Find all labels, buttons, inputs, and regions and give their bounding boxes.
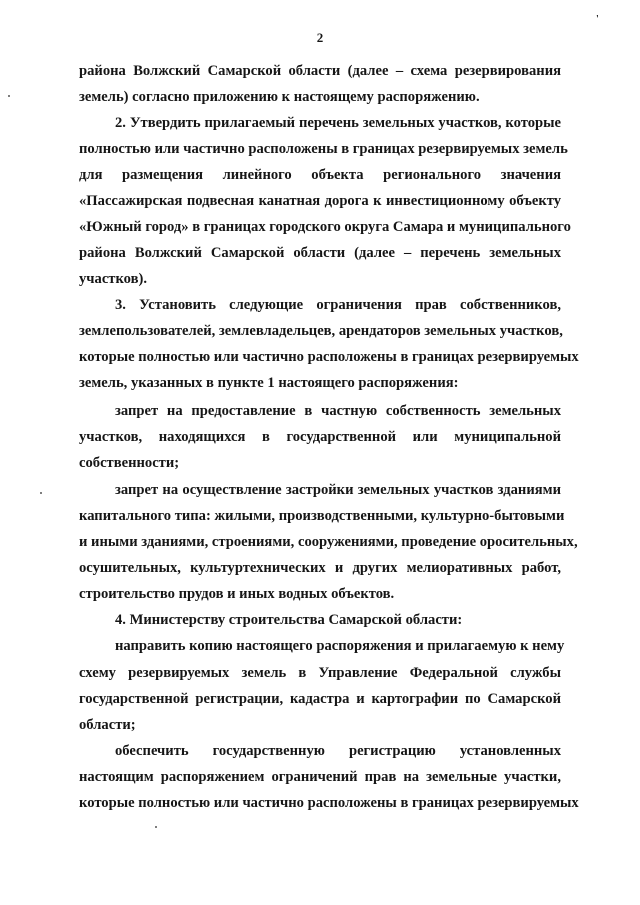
text-line: «Южный город» в границах городского округа Самара и муниципального — [79, 219, 571, 235]
text-line: землепользователей, землевладельцев, арендаторов земельных участков, — [79, 323, 563, 339]
text-line: района Волжский Самарской области (далее – перечень земельных — [79, 245, 561, 261]
text-line: участков, находящихся в государственной или муниципальной — [79, 429, 561, 445]
text-line: 3. Установить следующие ограничения прав собственников, — [115, 297, 561, 313]
text-line: которые полностью или частично расположены в границах резервируемых — [79, 795, 579, 811]
text-line: для размещения линейного объекта регионального значения — [79, 167, 561, 183]
text-line: капитального типа: жилыми, производственными, культурно-бытовыми — [79, 508, 565, 524]
text-line: района Волжский Самарской области (далее – схема резервирования — [79, 63, 561, 79]
text-line: полностью или частично расположены в границах резервируемых земель — [79, 141, 568, 157]
text-line: области; — [79, 717, 136, 733]
text-line: 2. Утвердить прилагаемый перечень земельных участков, которые — [115, 115, 561, 131]
text-line: которые полностью или частично расположены в границах резервируемых — [79, 349, 579, 365]
text-line: 4. Министерству строительства Самарской области: — [115, 612, 463, 628]
text-line: направить копию настоящего распоряжения и прилагаемую к нему — [115, 638, 565, 654]
scan-speck — [8, 95, 10, 97]
text-line: настоящим распоряжением ограничений прав на земельные участки, — [79, 769, 561, 785]
text-line: и иными зданиями, строениями, сооружениями, проведение оросительных, — [79, 534, 578, 550]
text-line: запрет на предоставление в частную собственность земельных — [115, 403, 561, 419]
text-line: собственности; — [79, 455, 180, 471]
text-line: участков). — [79, 271, 148, 287]
corner-mark: ' — [596, 14, 599, 25]
text-line: обеспечить государственную регистрацию установленных — [115, 743, 561, 759]
text-line: схему резервируемых земель в Управление Федеральной службы — [79, 665, 561, 681]
text-line: земель) согласно приложению к настоящему распоряжению. — [79, 89, 480, 105]
page-number: 2 — [316, 30, 324, 45]
scan-speck — [40, 492, 42, 494]
text-line: строительство прудов и иных водных объектов. — [79, 586, 395, 602]
scan-speck — [155, 826, 157, 828]
text-line: осушительных, культуртехнических и других мелиоративных работ, — [79, 560, 561, 576]
text-line: государственной регистрации, кадастра и картографии по Самарской — [79, 691, 561, 707]
text-line: «Пассажирская подвесная канатная дорога к инвестиционному объекту — [79, 193, 561, 209]
text-line: запрет на осуществление застройки земельных участков зданиями — [115, 482, 561, 498]
text-line: земель, указанных в пункте 1 настоящего распоряжения: — [79, 375, 459, 391]
